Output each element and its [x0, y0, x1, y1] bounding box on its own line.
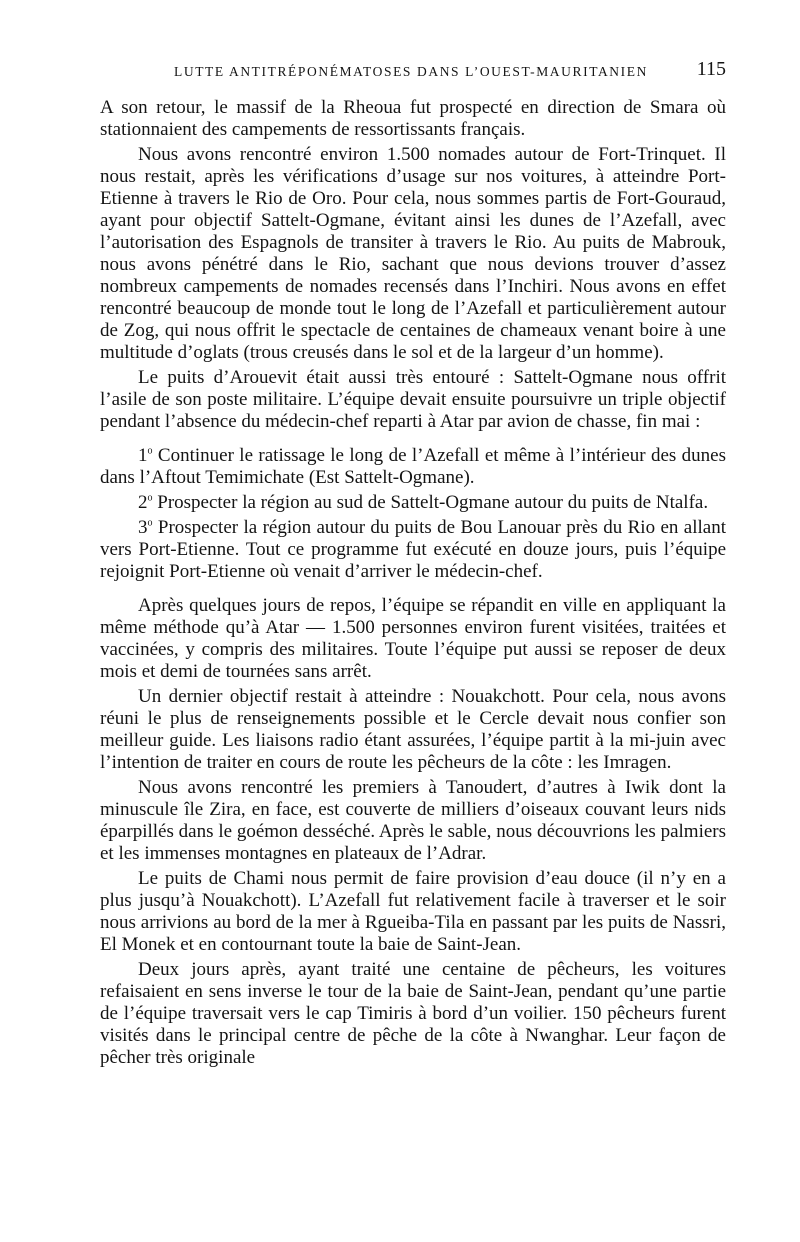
- paragraph-nwanghar: Deux jours après, ayant traité une centaine de pêcheurs, les voitures refaisaient en sens inverse le tour de la baie de Saint-Jean, pendant qu’une partie de l’équipe traversait vers le cap Timiris à bord d’un voilier. 150 pêcheurs furent visités dans le principal centre de pêche de la côte à Nwanghar. Leur façon de pêcher très originale: [100, 959, 726, 1068]
- paragraph-port-etienne: Après quelques jours de repos, l’équipe se répandit en ville en appliquant la même méthode qu’à Atar — 1.500 personnes environ furent visitées, traitées et vaccinées, y compris des militaires. Toute l’équipe put aussi se reposer de deux mois et demi de tournées sans arrêt.: [100, 595, 726, 682]
- page-number: 115: [696, 58, 726, 80]
- paragraph-rheoua: A son retour, le massif de la Rheoua fut prospecté en direction de Smara où stationnaient des campements de ressortissants français.: [100, 97, 726, 140]
- list-item-3: [100, 517, 726, 583]
- list-marker: 3$^o$: [138, 517, 153, 538]
- paragraph-chami: Le puits de Chami nous permit de faire provision d’eau douce (il n’y en a plus jusqu’à Nouakchott). L’Azefall fut relativement facile à traverser et le soir nous arrivions au bord de la mer à Rgueiba-Tila en passant par les puits de Nassri, El Monek et en contournant toute la baie de Saint-Jean.: [100, 868, 726, 955]
- paragraph-tanoudert: Nous avons rencontré les premiers à Tanoudert, d’autres à Iwik dont la minuscule île Zira, en face, est couverte de milliers d’oiseaux couvant leurs nids éparpillés dans le goémon desséché. Après le sable, nous découvrions les palmiers et les immenses montagnes en plateaux de l’Adrar.: [100, 777, 726, 864]
- list-item-2: [100, 492, 726, 514]
- list-item-1: [100, 445, 726, 489]
- paragraph-arouevit: Le puits d’Arouevit était aussi très entouré : Sattelt-Ogmane nous offrit l’asile de son poste militaire. L’équipe devait ensuite poursuivre un triple objectif pendant l’absence du médecin-chef reparti à Atar par avion de chasse, fin mai :: [100, 367, 726, 432]
- running-head: [100, 58, 726, 88]
- list-item-text: Prospecter la région au sud de Sattelt-Ogmane autour du puits de Ntalfa.: [157, 492, 709, 513]
- body-text: [100, 97, 726, 1069]
- list-marker: 1$^o$: [138, 445, 153, 466]
- running-title: LUTTE ANTITRÉPONÉMATOSES DANS L’OUEST-MAURITANIEN: [174, 64, 648, 79]
- paragraph-fort-trinquet: Nous avons rencontré environ 1.500 nomades autour de Fort-Trinquet. Il nous restait, après les vérifications d’usage sur nos voitures, à atteindre Port-Etienne à travers le Rio de Oro. Pour cela, nous sommes partis de Fort-Gouraud, ayant pour objectif Sattelt-Ogmane, évitant ainsi les dunes de l’Azefall, avec l’autorisation des Espagnols de transiter à travers le Rio. Au puits de Mabrouk, nous avons pénétré dans le Rio, sachant que nous devions trouver d’assez nombreux campements de nomades recensés dans l’Inchiri. Nous avons en effet rencontré beaucoup de monde tout le long de l’Azefall et particulièrement autour de Zog, qui nous offrit le spectacle de centaines de chameaux venant boire à une multitude d’oglats (trous creusés dans le sol et de la largeur d’un homme).: [100, 144, 726, 363]
- paragraph-nouakchott: Un dernier objectif restait à atteindre : Nouakchott. Pour cela, nous avons réuni le plus de renseignements possible et le Cercle devait nous confier son meilleur guide. Les liaisons radio étant assurées, l’équipe partit à la mi-juin avec l’intention de traiter en cours de route les pêcheurs de la côte : les Imragen.: [100, 686, 726, 773]
- list-item-text: Continuer le ratissage le long de l’Azefall et même à l’intérieur des dunes dans l’Aftout Temimichate (Est Sattelt-Ogmane).: [100, 445, 727, 488]
- page: [100, 58, 726, 1072]
- list-marker: 2$^o$: [138, 492, 153, 513]
- list-item-text: Prospecter la région autour du puits de Bou Lanouar près du Rio en allant vers Port-Etienne. Tout ce programme fut exécuté en douze jours, puis l’équipe rejoignit Port-Etienne où venait d’arriver le médecin-chef.: [100, 517, 726, 582]
